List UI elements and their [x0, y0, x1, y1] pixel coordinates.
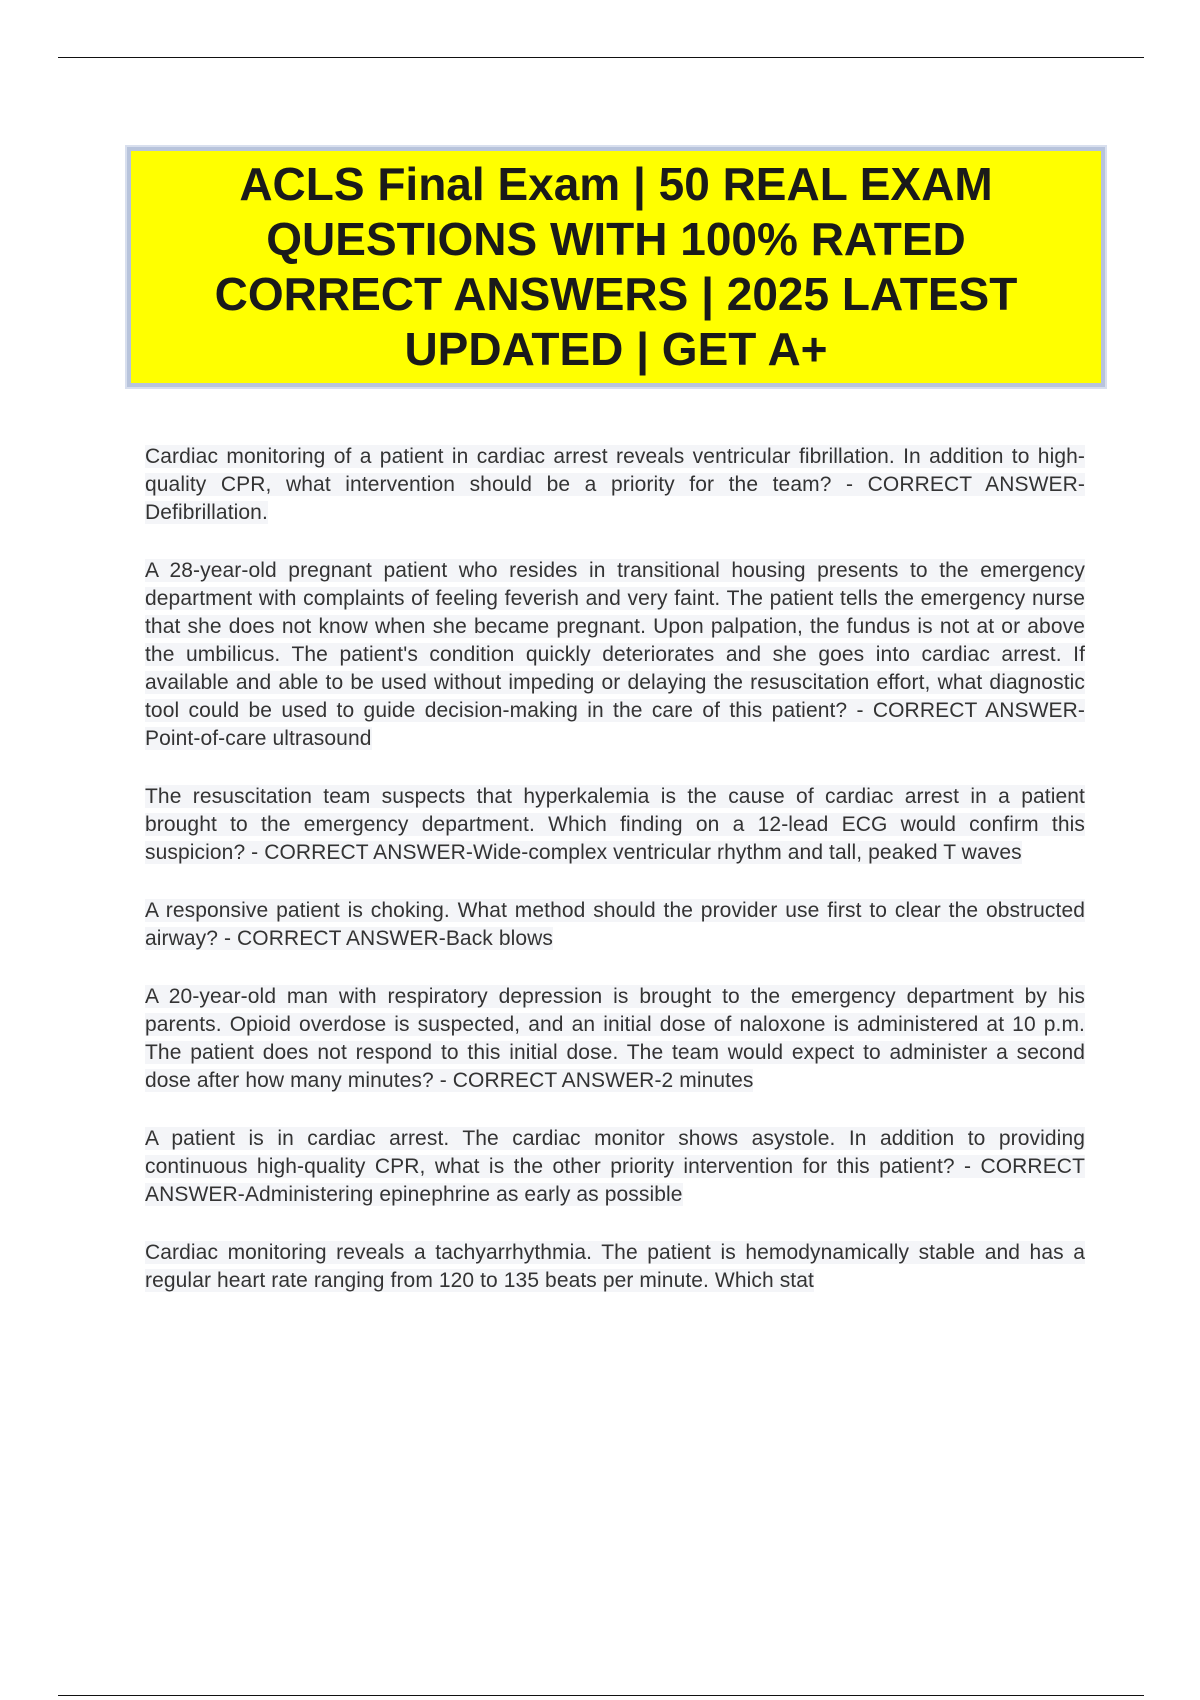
header-rule	[58, 57, 1144, 58]
question-item-4	[145, 897, 1085, 953]
question-item-2	[145, 557, 1085, 753]
question-text: Cardiac monitoring reveals a tachyarrhythmia. The patient is hemodynamically stable and has a regular heart rate ranging from 120 to 135 beats per minute. Which stat	[145, 1241, 1085, 1292]
question-item-3	[145, 783, 1085, 867]
question-item-7	[145, 1239, 1085, 1295]
footer-rule	[58, 1695, 1144, 1696]
question-text: A patient is in cardiac arrest. The cardiac monitor shows asystole. In addition to providing continuous high-quality CPR, what is the other priority intervention for this patient? - CORRECT ANSWER-Administering epinephrine as early as possible	[145, 1127, 1085, 1206]
question-list	[145, 443, 1085, 1325]
question-text: Cardiac monitoring of a patient in cardiac arrest reveals ventricular fibrillation. In addition to high-quality CPR, what intervention should be a priority for the team? - CORRECT ANSWER-Defibrillation.	[145, 445, 1085, 524]
question-text: A 20-year-old man with respiratory depression is brought to the emergency department by his parents. Opioid overdose is suspected, and an initial dose of naloxone is administered at 10 p.m. The patient does not respond to this initial dose. The team would expect to administer a second dose after how many minutes? - CORRECT ANSWER-2 minutes	[145, 985, 1085, 1092]
question-item-5	[145, 983, 1085, 1095]
question-text: A responsive patient is choking. What method should the provider use first to clear the obstructed airway? - CORRECT ANSWER-Back blows	[145, 899, 1085, 950]
question-item-1	[145, 443, 1085, 527]
title-banner	[127, 147, 1105, 387]
question-item-6	[145, 1125, 1085, 1209]
document-title: ACLS Final Exam | 50 REAL EXAM QUESTIONS WITH 100% RATED CORRECT ANSWERS | 2025 LATEST UPDATED | GET A+	[214, 158, 1018, 375]
question-text: A 28-year-old pregnant patient who resides in transitional housing presents to the emergency department with complaints of feeling feverish and very faint. The patient tells the emergency nurse that she does not know when she became pregnant. Upon palpation, the fundus is not at or above the umbilicus. The patient's condition quickly deteriorates and she goes into cardiac arrest. If available and able to be used without impeding or delaying the resuscitation effort, what diagnostic tool could be used to guide decision-making in the care of this patient? - CORRECT ANSWER-Point-of-care ultrasound	[145, 559, 1085, 750]
question-text: The resuscitation team suspects that hyperkalemia is the cause of cardiac arrest in a patient brought to the emergency department. Which finding on a 12-lead ECG would confirm this suspicion? - CORRECT ANSWER-Wide-complex ventricular rhythm and tall, peaked T waves	[145, 785, 1085, 864]
